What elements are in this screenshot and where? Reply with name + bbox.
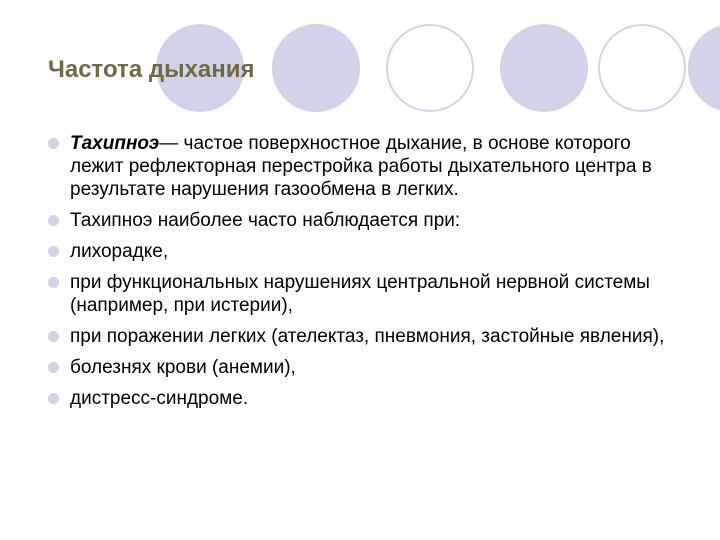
decor-circle-6 [688, 24, 720, 112]
bullet-icon [48, 215, 59, 226]
bullet-icon [48, 277, 59, 288]
bullet-icon [48, 138, 59, 149]
bullet-item [48, 356, 688, 379]
bullet-text: при поражении легких (ателектаз, пневмония, застойные явления), [70, 326, 665, 347]
bullet-icon [48, 393, 59, 404]
bullet-icon [48, 362, 59, 373]
bullet-icon [48, 246, 59, 257]
bullet-item [48, 209, 688, 232]
decor-circle-5 [598, 24, 686, 112]
slide-title: Частота дыхания [48, 56, 255, 83]
bullet-text: Тахипноэ наиболее часто наблюдается при: [70, 210, 461, 231]
bullet-item [48, 325, 688, 348]
decor-circle-3 [386, 24, 474, 112]
bullet-term: Тахипноэ [70, 133, 160, 154]
bullet-icon [48, 331, 59, 342]
bullet-list [48, 132, 688, 418]
decor-circle-2 [272, 24, 360, 112]
bullet-text: дистресс-синдроме. [70, 388, 249, 409]
bullet-item [48, 387, 688, 410]
bullet-item [48, 240, 688, 263]
bullet-text: болезнях крови (анемии), [70, 357, 296, 378]
decor-circle-4 [500, 24, 588, 112]
bullet-item [48, 271, 688, 317]
bullet-text: при функциональных нарушениях центральной нервной системы (например, при истерии), [70, 272, 650, 316]
bullet-item [48, 132, 688, 201]
bullet-text: лихорадке, [70, 241, 169, 262]
bullet-text: — частое поверхностное дыхание, в основе которого лежит рефлекторная перестройка работы дыхательного центра в результате нарушения газообмена в легких. [70, 133, 652, 200]
